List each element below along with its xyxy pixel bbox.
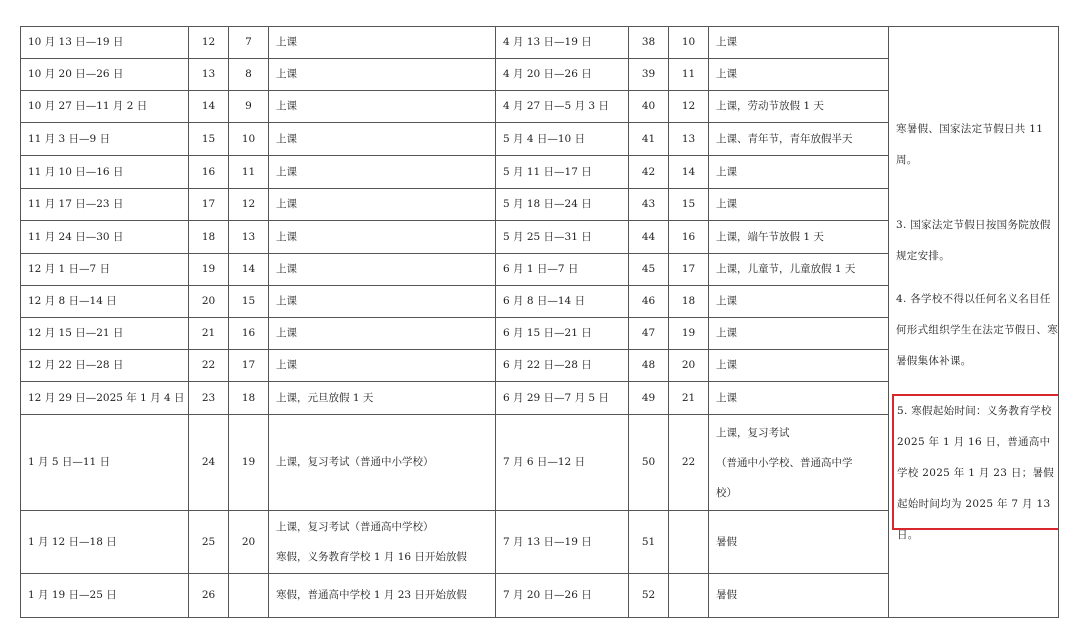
second-term-teaching-week: 12: [669, 91, 709, 123]
first-term-remark: 上课: [269, 189, 496, 221]
second-term-week-number: 39: [629, 59, 669, 91]
first-term-teaching-week: 15: [229, 286, 269, 318]
second-term-week-number: 44: [629, 221, 669, 254]
first-term-remark-line: 上课，复习考试（普通高中学校）: [276, 521, 434, 533]
first-term-teaching-week: [229, 574, 269, 618]
second-term-dates: 7 月 13 日—19 日: [496, 511, 629, 574]
second-term-remark: 上课: [709, 318, 889, 350]
first-term-remark: 上课: [269, 350, 496, 382]
first-term-teaching-week: 10: [229, 123, 269, 156]
first-term-week-number: 21: [189, 318, 229, 350]
first-term-teaching-week: 13: [229, 221, 269, 254]
second-term-teaching-week: 14: [669, 156, 709, 189]
note-holiday-weeks: 寒暑假、国家法定节假日共 11 周。: [896, 123, 1044, 166]
second-term-dates: 4 月 13 日—19 日: [496, 27, 629, 59]
first-term-remark: 上课，复习考试（普通中小学校）: [269, 415, 496, 511]
first-term-teaching-week: 12: [229, 189, 269, 221]
second-term-teaching-week: 22: [669, 415, 709, 511]
second-term-week-number: 47: [629, 318, 669, 350]
first-term-remark: 上课: [269, 254, 496, 286]
second-term-week-number: 50: [629, 415, 669, 511]
first-term-week-number: 18: [189, 221, 229, 254]
second-term-teaching-week: 20: [669, 350, 709, 382]
second-term-week-number: 52: [629, 574, 669, 618]
first-term-week-number: 16: [189, 156, 229, 189]
first-term-dates: 11 月 24 日—30 日: [21, 221, 189, 254]
first-term-teaching-week: 19: [229, 415, 269, 511]
first-term-dates: 12 月 15 日—21 日: [21, 318, 189, 350]
first-term-week-number: 24: [189, 415, 229, 511]
second-term-week-number: 51: [629, 511, 669, 574]
first-term-week-number: 26: [189, 574, 229, 618]
school-calendar-table: [20, 26, 1059, 618]
second-term-teaching-week: 15: [669, 189, 709, 221]
second-term-remark: 上课，端午节放假 1 天: [709, 221, 889, 254]
second-term-week-number: 46: [629, 286, 669, 318]
second-term-dates: 7 月 6 日—12 日: [496, 415, 629, 511]
second-term-dates: 6 月 22 日—28 日: [496, 350, 629, 382]
second-term-dates: 7 月 20 日—26 日: [496, 574, 629, 618]
second-term-remark: [709, 415, 889, 511]
second-term-teaching-week: 16: [669, 221, 709, 254]
second-term-remark: 上课: [709, 286, 889, 318]
note-national-holidays: 3. 国家法定节假日按国务院放假规定安排。: [896, 219, 1051, 262]
second-term-week-number: 45: [629, 254, 669, 286]
first-term-week-number: 23: [189, 382, 229, 415]
first-term-teaching-week: 9: [229, 91, 269, 123]
second-term-remark: 上课: [709, 382, 889, 415]
second-term-remark: 上课，儿童节，儿童放假 1 天: [709, 254, 889, 286]
second-term-remark: 上课: [709, 59, 889, 91]
note-no-extra-classes: 4. 各学校不得以任何名义名目任何形式组织学生在法定节假日、寒暑假集体补课。: [896, 293, 1058, 367]
first-term-remark: 上课: [269, 156, 496, 189]
first-term-remark: 上课: [269, 221, 496, 254]
first-term-dates: 12 月 22 日—28 日: [21, 350, 189, 382]
first-term-dates: 12 月 1 日—7 日: [21, 254, 189, 286]
second-term-dates: 6 月 15 日—21 日: [496, 318, 629, 350]
second-term-remark-line: 校）: [716, 486, 737, 499]
first-term-remark: 上课: [269, 91, 496, 123]
second-term-week-number: 41: [629, 123, 669, 156]
first-term-teaching-week: 16: [229, 318, 269, 350]
second-term-remark: 上课: [709, 27, 889, 59]
first-term-remark-line: 寒假，义务教育学校 1 月 16 日开始放假: [276, 551, 467, 563]
first-term-week-number: 12: [189, 27, 229, 59]
second-term-remark-line: （普通中小学校、普通高中学: [716, 456, 853, 469]
first-term-remark: 上课: [269, 318, 496, 350]
second-term-week-number: 43: [629, 189, 669, 221]
first-term-remark: 上课: [269, 59, 496, 91]
first-term-dates: 12 月 8 日—14 日: [21, 286, 189, 318]
first-term-week-number: 25: [189, 511, 229, 574]
first-term-remark: 上课，元旦放假 1 天: [269, 382, 496, 415]
second-term-remark: 上课、青年节，青年放假半天: [709, 123, 889, 156]
second-term-remark: 上课: [709, 350, 889, 382]
second-term-teaching-week: 13: [669, 123, 709, 156]
first-term-week-number: 22: [189, 350, 229, 382]
second-term-dates: 5 月 4 日—10 日: [496, 123, 629, 156]
first-term-week-number: 14: [189, 91, 229, 123]
second-term-week-number: 38: [629, 27, 669, 59]
second-term-remark-line: 上课，复习考试: [716, 426, 790, 439]
first-term-dates: 11 月 3 日—9 日: [21, 123, 189, 156]
first-term-dates: 1 月 5 日—11 日: [21, 415, 189, 511]
calendar-row: [21, 27, 1059, 59]
second-term-teaching-week: 11: [669, 59, 709, 91]
first-term-dates: 11 月 10 日—16 日: [21, 156, 189, 189]
first-term-remark: 上课: [269, 27, 496, 59]
second-term-teaching-week: 21: [669, 382, 709, 415]
first-term-week-number: 15: [189, 123, 229, 156]
second-term-week-number: 48: [629, 350, 669, 382]
second-term-teaching-week: [669, 574, 709, 618]
first-term-remark: 上课: [269, 286, 496, 318]
second-term-dates: 6 月 1 日—7 日: [496, 254, 629, 286]
second-term-remark: 上课: [709, 189, 889, 221]
first-term-teaching-week: 14: [229, 254, 269, 286]
second-term-week-number: 40: [629, 91, 669, 123]
first-term-teaching-week: 8: [229, 59, 269, 91]
second-term-dates: 6 月 29 日—7 月 5 日: [496, 382, 629, 415]
notes-column: [889, 27, 1059, 618]
first-term-dates: 1 月 12 日—18 日: [21, 511, 189, 574]
first-term-week-number: 20: [189, 286, 229, 318]
second-term-week-number: 42: [629, 156, 669, 189]
second-term-dates: 6 月 8 日—14 日: [496, 286, 629, 318]
first-term-teaching-week: 20: [229, 511, 269, 574]
first-term-dates: 1 月 19 日—25 日: [21, 574, 189, 618]
second-term-dates: 4 月 20 日—26 日: [496, 59, 629, 91]
first-term-teaching-week: 7: [229, 27, 269, 59]
first-term-teaching-week: 17: [229, 350, 269, 382]
second-term-dates: 5 月 18 日—24 日: [496, 189, 629, 221]
second-term-teaching-week: 10: [669, 27, 709, 59]
second-term-teaching-week: 19: [669, 318, 709, 350]
second-term-dates: 4 月 27 日—5 月 3 日: [496, 91, 629, 123]
first-term-remark: [269, 511, 496, 574]
second-term-remark: 暑假: [709, 511, 889, 574]
note-vacation-start-highlighted: 5. 寒假起始时间：义务教育学校 2025 年 1 月 16 日，普通高中学校 2025 年 1 月 23 日；暑假起始时间均为 2025 年 7 月 13 日。: [892, 394, 1059, 530]
first-term-week-number: 17: [189, 189, 229, 221]
first-term-teaching-week: 18: [229, 382, 269, 415]
first-term-week-number: 13: [189, 59, 229, 91]
second-term-teaching-week: 17: [669, 254, 709, 286]
first-term-dates: 10 月 27 日—11 月 2 日: [21, 91, 189, 123]
first-term-dates: 10 月 20 日—26 日: [21, 59, 189, 91]
second-term-remark: 上课，劳动节放假 1 天: [709, 91, 889, 123]
first-term-dates: 12 月 29 日—2025 年 1 月 4 日: [21, 382, 189, 415]
first-term-week-number: 19: [189, 254, 229, 286]
second-term-remark: 暑假: [709, 574, 889, 618]
first-term-dates: 10 月 13 日—19 日: [21, 27, 189, 59]
second-term-teaching-week: [669, 511, 709, 574]
second-term-dates: 5 月 11 日—17 日: [496, 156, 629, 189]
first-term-teaching-week: 11: [229, 156, 269, 189]
second-term-dates: 5 月 25 日—31 日: [496, 221, 629, 254]
second-term-remark: 上课: [709, 156, 889, 189]
first-term-remark: 寒假，普通高中学校 1 月 23 日开始放假: [269, 574, 496, 618]
first-term-dates: 11 月 17 日—23 日: [21, 189, 189, 221]
first-term-remark: 上课: [269, 123, 496, 156]
second-term-week-number: 49: [629, 382, 669, 415]
second-term-teaching-week: 18: [669, 286, 709, 318]
